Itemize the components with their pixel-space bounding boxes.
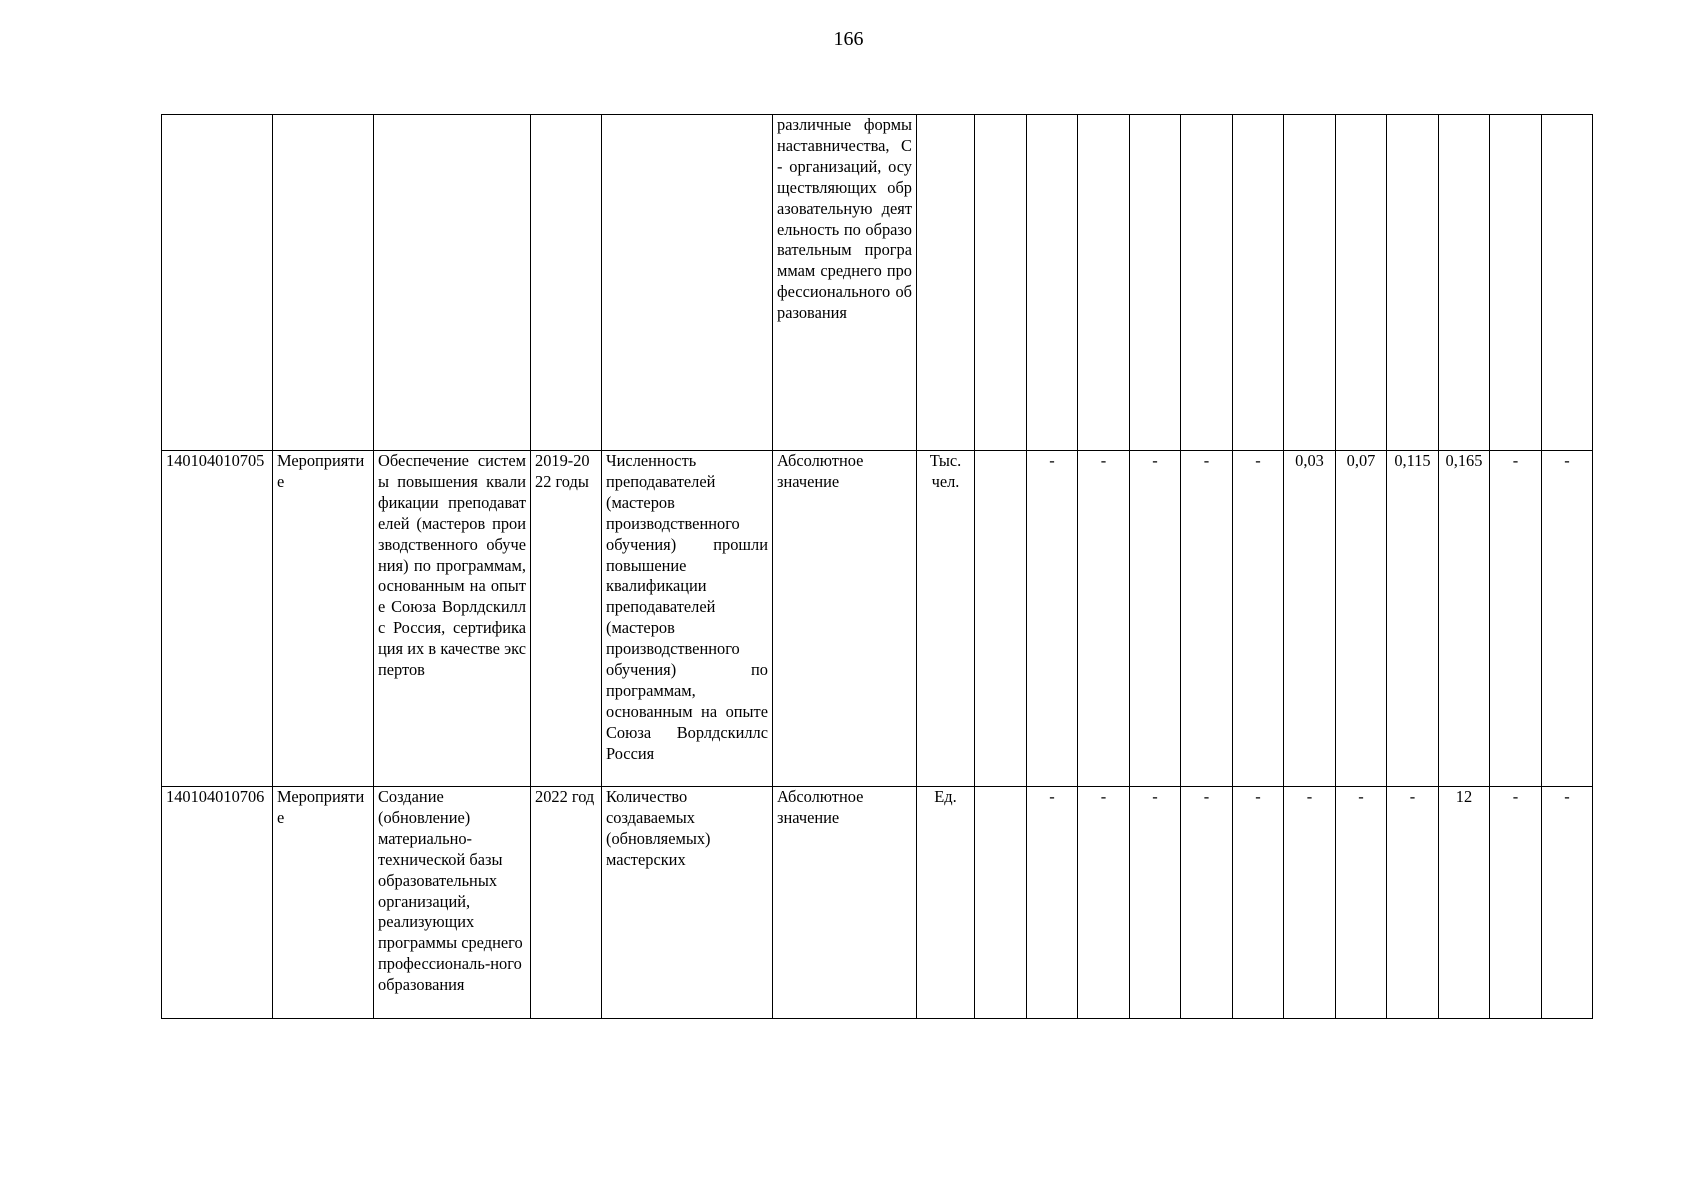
value-cell bbox=[1284, 115, 1336, 451]
value-cell: - bbox=[1130, 451, 1181, 787]
value-cell: - bbox=[1233, 787, 1284, 1019]
value-cell: - bbox=[1027, 451, 1078, 787]
value-cell bbox=[1130, 115, 1181, 451]
type-cell: Мероприятие bbox=[273, 787, 374, 1019]
value-cell: - bbox=[1336, 787, 1387, 1019]
indicator-cell: Количество создаваемых (обновляемых) мастерских bbox=[602, 787, 773, 1019]
table-row bbox=[162, 451, 1593, 787]
value-cell bbox=[1078, 115, 1130, 451]
name-cell: Создание (обновление) материально-технической базы образовательных организаций, реализующих программы среднего профессиональ-ного образования bbox=[374, 787, 531, 1019]
value-cell bbox=[1233, 115, 1284, 451]
value-cell: - bbox=[1233, 451, 1284, 787]
period-cell bbox=[531, 115, 602, 451]
unit-type-cell: различные формы наставничества, С - организаций, осуществляющих образовательную деятельность по образовательным программам среднего профессионального образования bbox=[773, 115, 917, 451]
name-cell bbox=[374, 115, 531, 451]
value-cell bbox=[1439, 115, 1490, 451]
value-cell: - bbox=[1490, 451, 1542, 787]
code-cell: 140104010705 bbox=[162, 451, 273, 787]
table-row bbox=[162, 115, 1593, 451]
value-cell bbox=[1336, 115, 1387, 451]
value-cell bbox=[1490, 115, 1542, 451]
period-cell: 2022 год bbox=[531, 787, 602, 1019]
program-table bbox=[161, 114, 1593, 1019]
value-cell: - bbox=[1284, 787, 1336, 1019]
value-cell bbox=[975, 115, 1027, 451]
value-cell: - bbox=[1078, 787, 1130, 1019]
value-cell bbox=[1181, 115, 1233, 451]
unit-cell: Тыс. чел. bbox=[917, 451, 975, 787]
value-cell: - bbox=[1027, 787, 1078, 1019]
type-cell bbox=[273, 115, 374, 451]
value-cell: 0,03 bbox=[1284, 451, 1336, 787]
type-cell: Мероприятие bbox=[273, 451, 374, 787]
value-cell: - bbox=[1490, 787, 1542, 1019]
value-cell: 12 bbox=[1439, 787, 1490, 1019]
code-cell: 140104010706 bbox=[162, 787, 273, 1019]
table-row bbox=[162, 787, 1593, 1019]
value-cell: - bbox=[1130, 787, 1181, 1019]
value-cell: 0,07 bbox=[1336, 451, 1387, 787]
value-cell bbox=[1027, 115, 1078, 451]
value-cell: - bbox=[1181, 787, 1233, 1019]
unit-cell: Ед. bbox=[917, 787, 975, 1019]
unit-cell bbox=[917, 115, 975, 451]
value-cell: 0,115 bbox=[1387, 451, 1439, 787]
page-number: 166 bbox=[833, 28, 864, 50]
unit-type-cell: Абсолютное значение bbox=[773, 787, 917, 1019]
name-cell: Обеспечение системы повышения квалификации преподавателей (мастеров производственного обучения) по программам, основанным на опыте Союза Ворлдскиллс Россия, сертификация их в качестве экспертов bbox=[374, 451, 531, 787]
value-cell: - bbox=[1387, 787, 1439, 1019]
value-cell: - bbox=[1542, 451, 1593, 787]
unit-type-cell: Абсолютное значение bbox=[773, 451, 917, 787]
value-cell: - bbox=[1542, 787, 1593, 1019]
value-cell bbox=[975, 787, 1027, 1019]
value-cell: 0,165 bbox=[1439, 451, 1490, 787]
code-cell bbox=[162, 115, 273, 451]
value-cell bbox=[1387, 115, 1439, 451]
indicator-cell bbox=[602, 115, 773, 451]
value-cell: - bbox=[1181, 451, 1233, 787]
value-cell: - bbox=[1078, 451, 1130, 787]
period-cell: 2019-2022 годы bbox=[531, 451, 602, 787]
value-cell bbox=[1542, 115, 1593, 451]
value-cell bbox=[975, 451, 1027, 787]
indicator-cell: Численность преподавателей (мастеров производственного обучения) прошли повышение квалификации преподавателей (мастеров производственного обучения) по программам, основанным на опыте Союза Ворлдскиллс Россия bbox=[602, 451, 773, 787]
